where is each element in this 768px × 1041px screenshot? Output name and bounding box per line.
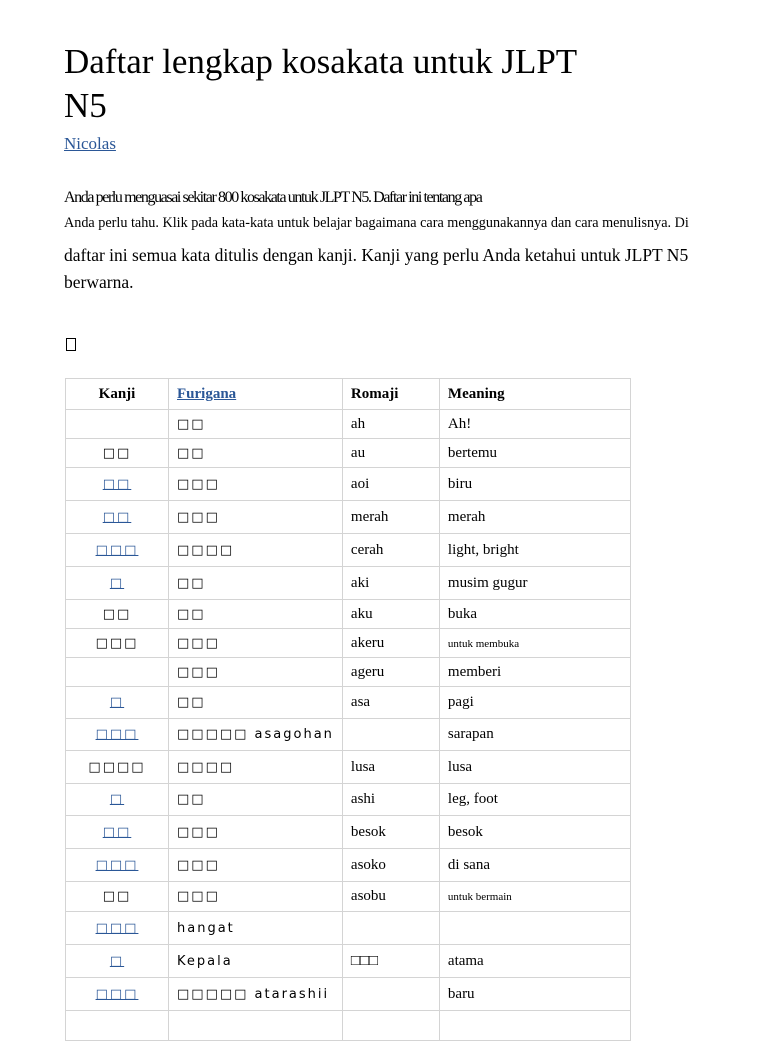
furigana-cell: □□□□□ asagohan — [177, 727, 334, 742]
table-cell — [66, 600, 169, 629]
furigana-cell: □□ — [177, 445, 206, 461]
furigana-cell: □□□ — [177, 889, 220, 904]
table-cell — [439, 912, 630, 945]
kanji-link[interactable]: □ — [109, 792, 125, 807]
table-row — [66, 1011, 631, 1041]
meaning-cell: untuk membuka — [447, 637, 520, 650]
table-cell — [169, 501, 343, 534]
table-cell — [66, 410, 169, 439]
table-cell — [66, 629, 169, 658]
table-cell — [169, 719, 343, 751]
table-cell — [439, 751, 630, 784]
meaning-cell: buka — [447, 605, 478, 622]
furigana-cell: □□ — [177, 695, 206, 710]
table-cell — [439, 410, 630, 439]
table-row — [66, 629, 631, 658]
kanji-cell: □□ — [102, 606, 132, 622]
table-cell — [342, 567, 439, 600]
romaji-cell: ah — [350, 415, 366, 432]
table-cell — [439, 945, 630, 978]
table-cell — [66, 978, 169, 1011]
table-row — [66, 567, 631, 600]
kanji-link[interactable]: □□□ — [95, 542, 139, 558]
romaji-cell: aku — [350, 605, 373, 622]
romaji-cell: besok — [350, 823, 386, 840]
kanji-link[interactable]: □□□ — [95, 727, 139, 742]
table-cell — [169, 600, 343, 629]
kanji-link[interactable]: □□ — [102, 824, 132, 840]
page-title: Daftar lengkap kosakata untuk JLPT N5 — [64, 42, 577, 125]
table-row — [66, 534, 631, 567]
furigana-cell: □□□ — [177, 509, 220, 525]
intro-line-1: Anda perlu menguasai sekitar 800 kosakata untuk JLPT N5. Daftar ini tentang apa — [64, 189, 482, 206]
romaji-cell: ashi — [350, 791, 376, 807]
meaning-cell: leg, foot — [447, 791, 498, 807]
table-cell — [169, 816, 343, 849]
table-cell — [66, 719, 169, 751]
table-cell — [342, 410, 439, 439]
table-cell — [169, 1011, 343, 1041]
meaning-cell: light, bright — [447, 541, 519, 558]
table-cell — [342, 912, 439, 945]
table-row — [66, 658, 631, 687]
table-cell — [66, 751, 169, 784]
furigana-cell: □□□ — [177, 635, 220, 651]
furigana-cell: hangat — [177, 920, 235, 936]
table-cell — [342, 534, 439, 567]
meaning-cell: untuk bermain — [447, 891, 512, 903]
table-cell — [342, 882, 439, 912]
table-cell — [342, 468, 439, 501]
table-row — [66, 816, 631, 849]
meaning-cell: merah — [447, 508, 486, 525]
table-row — [66, 468, 631, 501]
table-cell — [169, 658, 343, 687]
table-cell — [439, 849, 630, 882]
table-cell — [439, 534, 630, 567]
romaji-cell: asa — [350, 694, 371, 710]
table-row — [66, 849, 631, 882]
kanji-link[interactable]: □□ — [102, 509, 132, 525]
romaji-cell: merah — [350, 508, 389, 525]
table-cell — [439, 978, 630, 1011]
meaning-cell: pagi — [447, 694, 474, 710]
header-kanji: Kanji — [66, 379, 169, 410]
intro-line-2: Anda perlu tahu. Klik pada kata-kata untuk belajar bagaimana cara menggunakannya dan cara menulisnya. Di — [64, 215, 689, 231]
romaji-cell: au — [350, 444, 366, 461]
table-row — [66, 912, 631, 945]
table-row — [66, 945, 631, 978]
kanji-cell: □□ — [102, 445, 132, 461]
table-cell — [66, 849, 169, 882]
table-row — [66, 439, 631, 468]
romaji-cell: cerah — [350, 541, 384, 558]
table-cell — [439, 784, 630, 816]
meaning-cell: lusa — [447, 758, 473, 775]
kanji-cell: □□□ — [95, 635, 139, 651]
placeholder-glyph-icon — [66, 338, 76, 351]
furigana-cell: □□ — [177, 792, 206, 807]
table-cell — [169, 468, 343, 501]
romaji-cell: asoko — [350, 856, 386, 873]
table-cell — [342, 719, 439, 751]
meaning-cell: biru — [447, 475, 473, 492]
table-cell — [66, 945, 169, 978]
meaning-cell: atama — [447, 952, 484, 969]
table-cell — [66, 439, 169, 468]
table-cell — [439, 439, 630, 468]
table-cell — [342, 945, 439, 978]
table-cell — [342, 600, 439, 629]
table-cell — [169, 410, 343, 439]
meaning-cell: Ah! — [447, 415, 472, 432]
header-furigana-link[interactable]: Furigana — [169, 379, 343, 410]
romaji-cell: akeru — [350, 634, 385, 651]
kanji-link[interactable]: □□ — [102, 476, 132, 492]
kanji-link[interactable]: □ — [109, 695, 125, 710]
vocabulary-table — [65, 378, 631, 1041]
table-row — [66, 410, 631, 439]
table-cell — [169, 751, 343, 784]
table-cell — [66, 567, 169, 600]
table-cell — [439, 719, 630, 751]
table-cell — [439, 1011, 630, 1041]
meaning-cell: di sana — [447, 856, 490, 873]
table-cell — [439, 468, 630, 501]
furigana-cell: □□□ — [177, 664, 220, 680]
table-cell — [66, 816, 169, 849]
table-cell — [169, 629, 343, 658]
meaning-cell: besok — [447, 823, 483, 840]
table-cell — [342, 849, 439, 882]
table-row — [66, 751, 631, 784]
table-cell — [342, 978, 439, 1011]
table-cell — [342, 751, 439, 784]
furigana-cell: □□□□ — [177, 542, 235, 558]
meaning-cell: memberi — [447, 663, 502, 680]
meaning-cell: musim gugur — [447, 574, 528, 591]
table-cell — [66, 468, 169, 501]
table-cell — [342, 1011, 439, 1041]
table-cell — [169, 439, 343, 468]
table-row — [66, 784, 631, 816]
furigana-cell: □□ — [177, 606, 206, 622]
kanji-cell: □□ — [102, 889, 132, 904]
kanji-link[interactable]: □□□ — [95, 920, 139, 936]
kanji-link[interactable]: □ — [109, 953, 125, 969]
table-cell — [169, 567, 343, 600]
table-cell — [439, 600, 630, 629]
table-cell — [342, 439, 439, 468]
table-cell — [342, 687, 439, 719]
table-cell — [439, 629, 630, 658]
table-cell — [66, 912, 169, 945]
table-row — [66, 687, 631, 719]
table-cell — [169, 784, 343, 816]
kanji-link[interactable]: □□□ — [95, 857, 139, 873]
table-cell — [66, 687, 169, 719]
table-cell — [439, 567, 630, 600]
romaji-cell: lusa — [350, 758, 376, 775]
table-cell — [169, 882, 343, 912]
table-cell — [169, 978, 343, 1011]
furigana-cell: □□□ — [177, 476, 220, 492]
romaji-cell: □□□ — [350, 952, 379, 969]
table-cell — [66, 501, 169, 534]
table-cell — [439, 658, 630, 687]
table-cell — [439, 501, 630, 534]
table-row — [66, 978, 631, 1011]
table-row — [66, 600, 631, 629]
table-cell — [66, 784, 169, 816]
table-cell — [169, 945, 343, 978]
table-cell — [169, 687, 343, 719]
table-cell — [342, 629, 439, 658]
table-cell — [66, 658, 169, 687]
furigana-cell: □□□ — [177, 857, 220, 873]
kanji-link[interactable]: □□□ — [95, 986, 139, 1002]
table-row — [66, 719, 631, 751]
table-cell — [439, 816, 630, 849]
meaning-cell: sarapan — [447, 726, 494, 742]
furigana-cell: □□ — [177, 575, 206, 591]
meaning-cell: bertemu — [447, 444, 498, 461]
table-cell — [66, 1011, 169, 1041]
table-cell — [439, 687, 630, 719]
table-row — [66, 882, 631, 912]
furigana-cell: □□ — [177, 416, 206, 432]
table-cell — [342, 816, 439, 849]
table-cell — [66, 882, 169, 912]
table-cell — [169, 912, 343, 945]
table-cell — [439, 882, 630, 912]
romaji-cell: aoi — [350, 475, 370, 492]
table-cell — [342, 658, 439, 687]
table-cell — [342, 784, 439, 816]
romaji-cell: aki — [350, 574, 370, 591]
furigana-cell: Kepala — [177, 953, 233, 969]
table-header-row — [66, 379, 631, 410]
vocabulary-table-body — [66, 410, 631, 1041]
table-cell — [169, 534, 343, 567]
table-cell — [342, 501, 439, 534]
furigana-cell: □□□□□ atarashii — [177, 986, 330, 1002]
meaning-cell: baru — [447, 985, 475, 1002]
kanji-link[interactable]: □ — [109, 575, 125, 591]
author-link[interactable]: Nicolas — [64, 134, 116, 153]
romaji-cell: ageru — [350, 663, 385, 680]
furigana-cell: □□□ — [177, 824, 220, 840]
header-meaning: Meaning — [439, 379, 630, 410]
kanji-cell: □□□□ — [88, 759, 146, 775]
romaji-cell: asobu — [350, 888, 386, 904]
table-cell — [169, 849, 343, 882]
intro-line-3: daftar ini semua kata ditulis dengan kanji. Kanji yang perlu Anda ketahui untuk JLPT N5 berwarna. — [64, 245, 689, 292]
furigana-cell: □□□□ — [177, 759, 235, 775]
table-cell — [66, 534, 169, 567]
table-row — [66, 501, 631, 534]
header-romaji: Romaji — [342, 379, 439, 410]
